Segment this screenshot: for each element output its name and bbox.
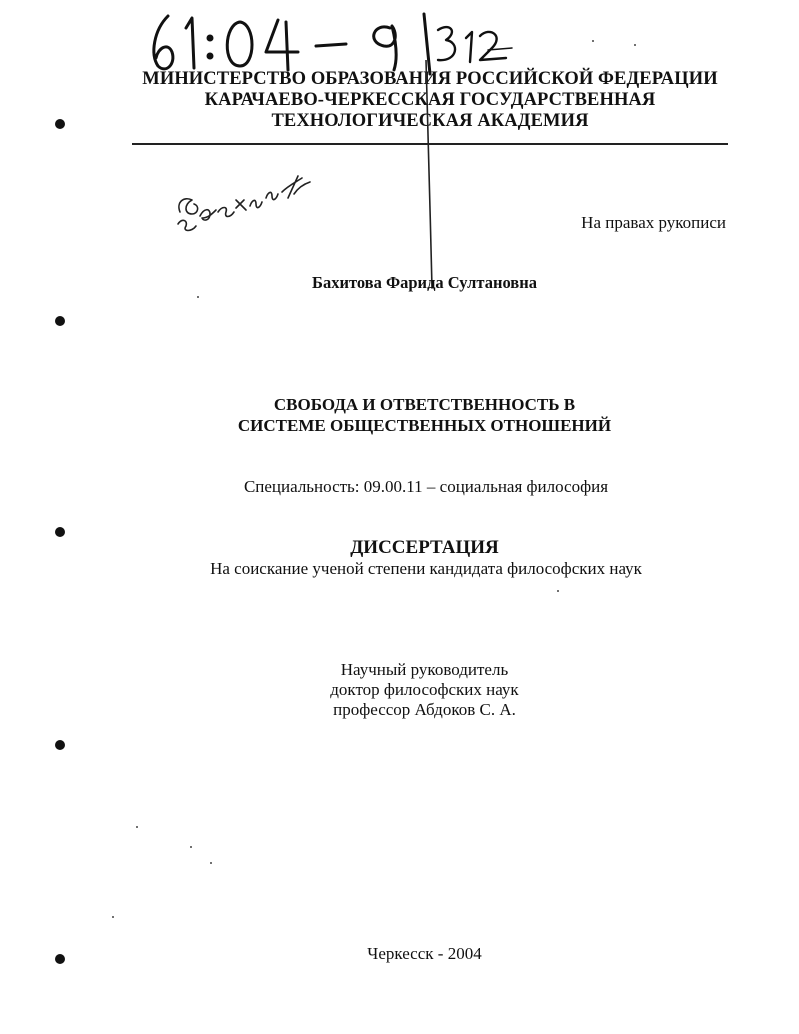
document-type: ДИССЕРТАЦИЯ <box>350 537 499 558</box>
specialty-line: Специальность: 09.00.11 – социальная философия <box>243 477 609 496</box>
scan-speck <box>112 916 114 918</box>
header-line: КАРАЧАЕВО-ЧЕРКЕССКАЯ ГОСУДАРСТВЕННАЯ <box>204 90 656 110</box>
binding-hole <box>55 527 65 537</box>
binding-hole <box>55 119 65 129</box>
binding-hole <box>55 316 65 326</box>
archive-handwritten-code <box>140 8 540 78</box>
binding-hole <box>55 740 65 750</box>
header-divider <box>132 143 728 145</box>
degree-purpose: На соискание ученой степени кандидата философских наук <box>210 559 642 578</box>
header-line: ТЕХНОЛОГИЧЕСКАЯ АКАДЕМИЯ <box>271 111 589 131</box>
scan-speck <box>190 846 192 848</box>
advisor-line: Научный руководитель <box>340 660 509 679</box>
author-name: Бахитова Фарида Султановна <box>312 273 537 292</box>
advisor-line: профессор Абдоков С. А. <box>333 700 516 719</box>
title-line: СИСТЕМЕ ОБЩЕСТВЕННЫХ ОТНОШЕНИЙ <box>237 416 612 435</box>
binding-hole <box>55 954 65 964</box>
scan-speck <box>592 40 594 42</box>
manuscript-rights-note: На правах рукописи <box>581 213 726 232</box>
scan-speck <box>210 862 212 864</box>
scan-speck <box>197 296 199 298</box>
scan-speck <box>557 590 559 592</box>
title-line: СВОБОДА И ОТВЕТСТВЕННОСТЬ В <box>273 395 576 414</box>
thesis-title <box>0 394 799 436</box>
scan-speck <box>136 826 138 828</box>
scientific-advisor <box>0 660 799 720</box>
header-line: МИНИСТЕРСТВО ОБРАЗОВАНИЯ РОССИЙСКОЙ ФЕДЕРАЦИИ <box>142 69 718 89</box>
city-and-year: Черкесск - 2004 <box>367 944 482 963</box>
handwritten-signature <box>170 168 320 238</box>
scan-speck <box>634 44 636 46</box>
advisor-line: доктор философских наук <box>330 680 519 699</box>
pen-stroke <box>420 60 440 290</box>
